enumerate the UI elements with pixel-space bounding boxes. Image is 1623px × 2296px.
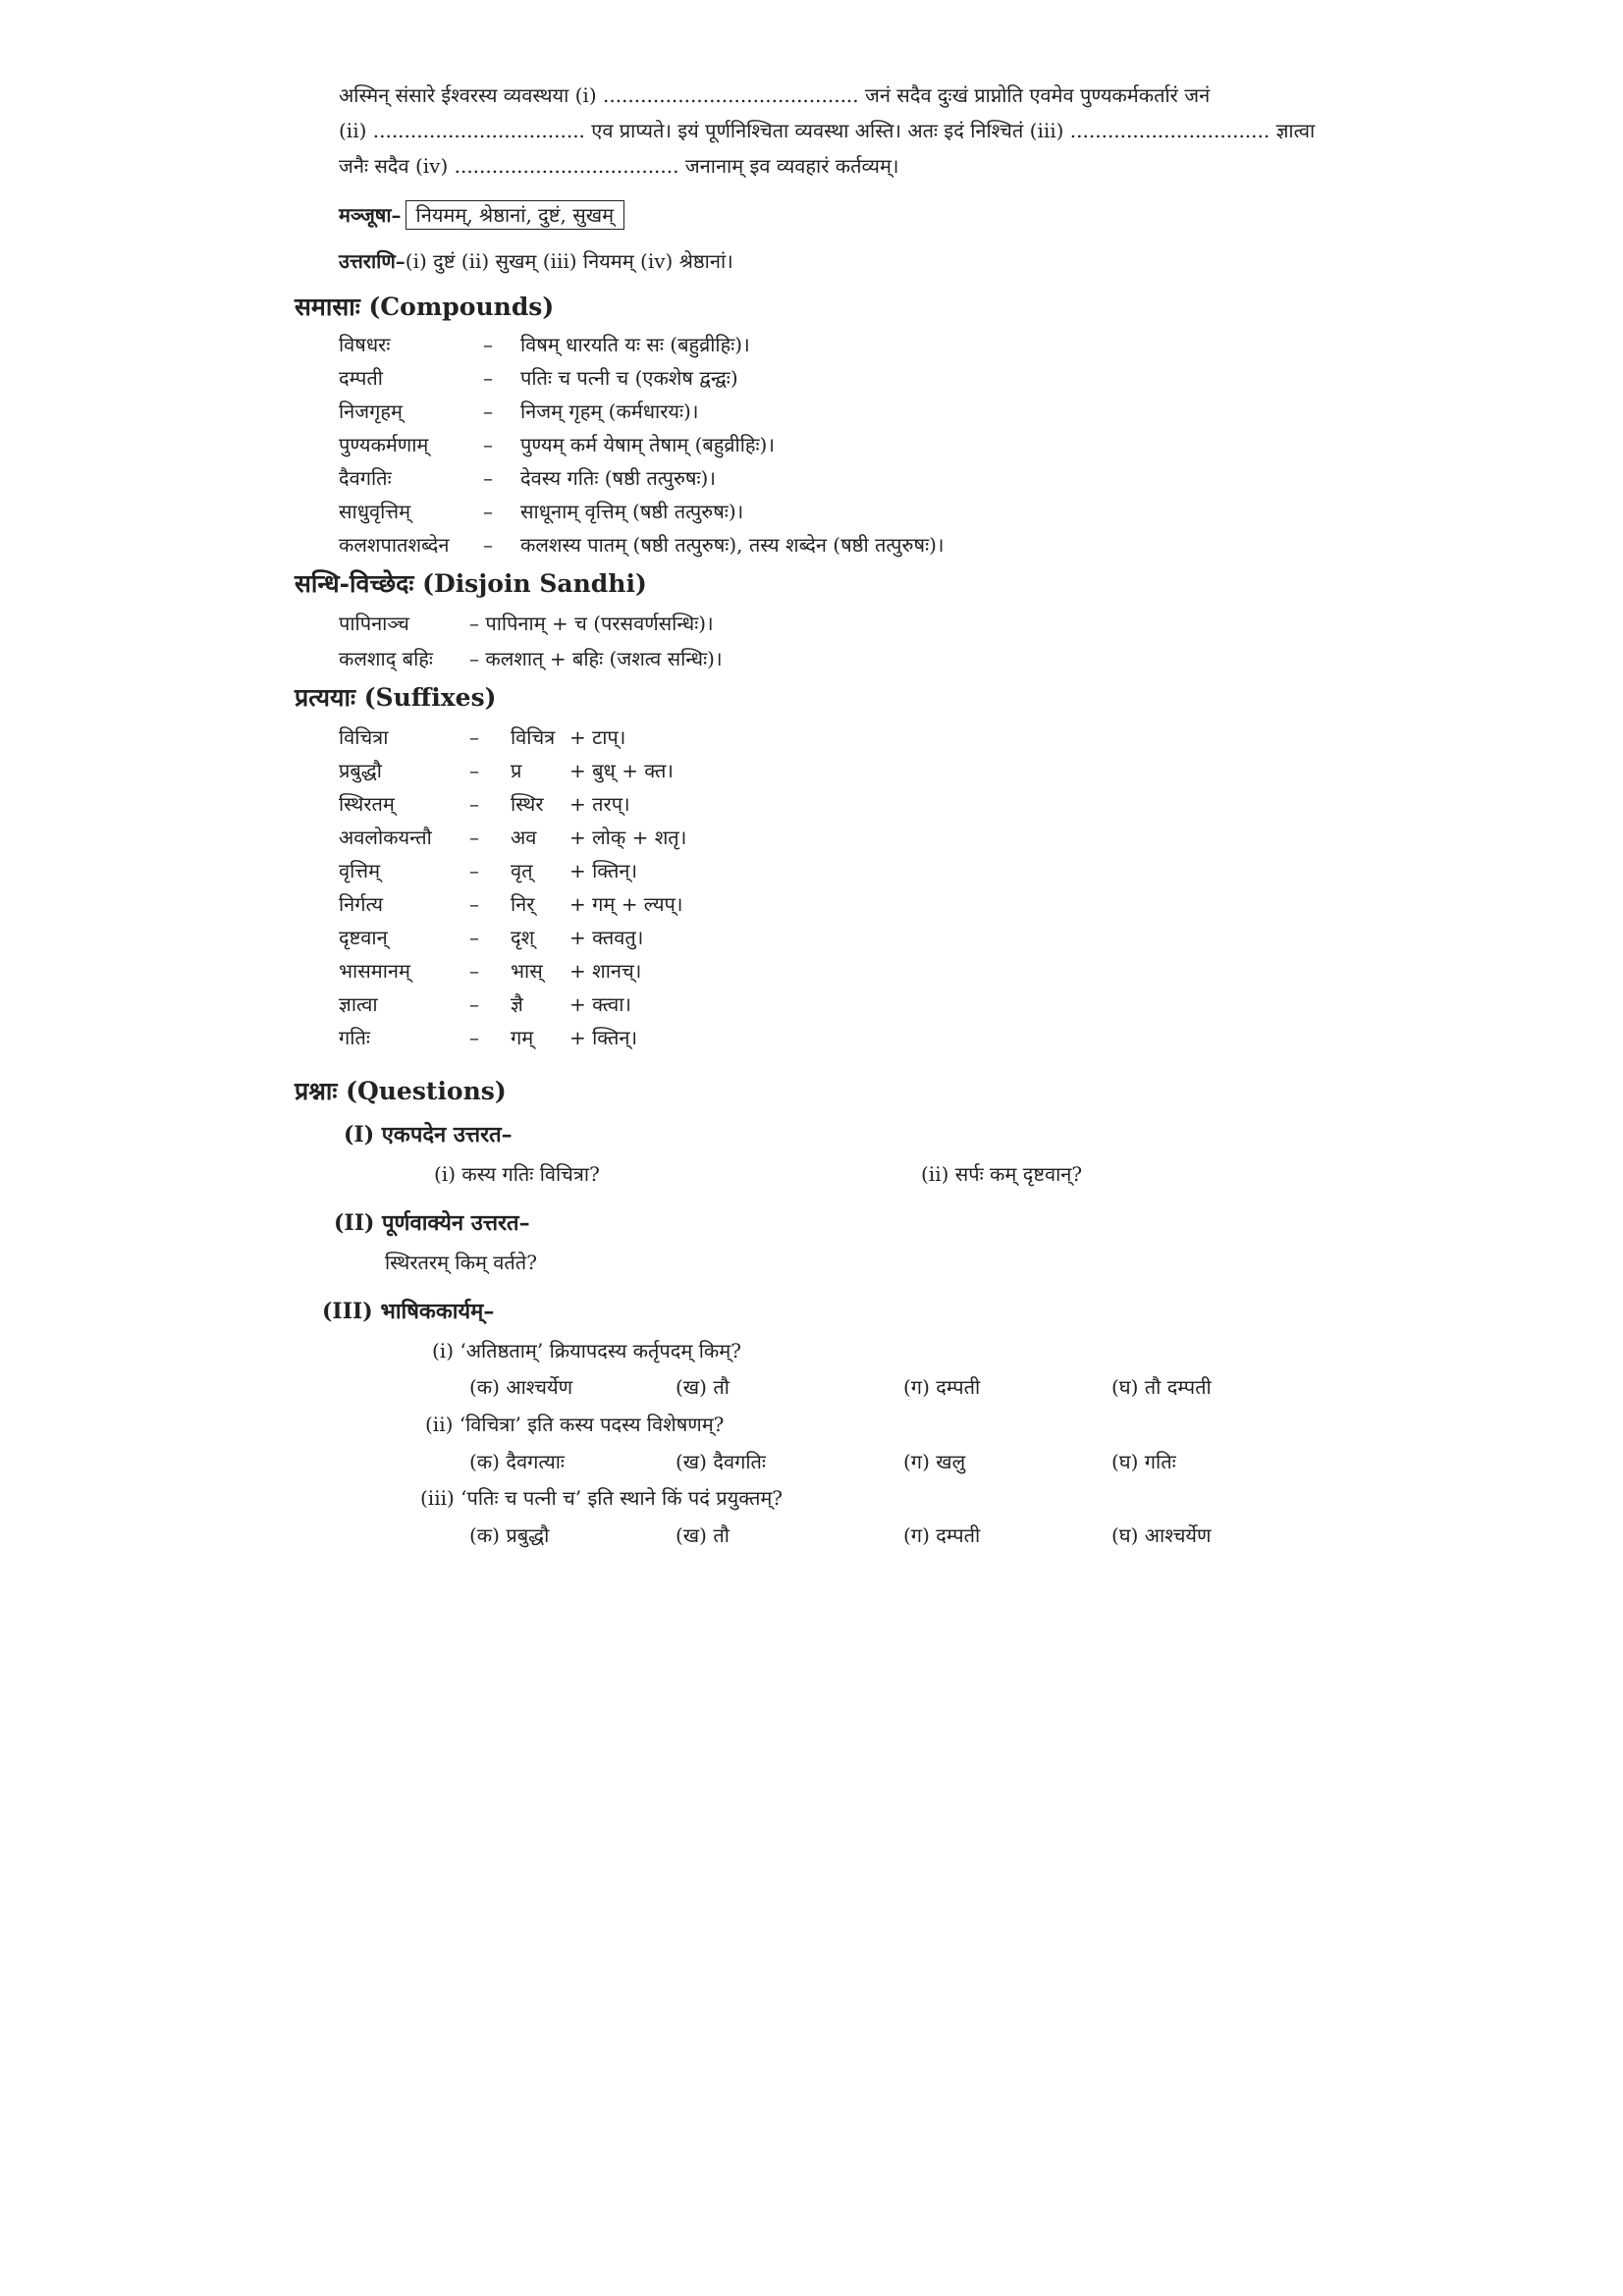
mcq-option: (घ) तौ दम्पती [1111,1375,1212,1399]
compound-word: दैवगतिः [339,466,392,490]
compound-expl: निजम् गृहम् (कर्मधारयः)। [520,400,699,423]
suffix-root: स्थिर [511,792,544,816]
mcq-question: (iii) ‘पतिः च पत्नी च’ इति स्थाने किं पदं प्रयुक्तम्? [420,1486,784,1510]
suffix-root: प्र [511,759,522,782]
suffix-dash: – [469,725,479,749]
suffix-dash: – [469,859,479,882]
suffix-word: निर्गत्य [339,892,383,916]
manjusha [339,200,624,230]
compound-dash: – [483,333,493,356]
mcq-option: (क) प्रबुद्धौ [469,1523,550,1547]
suffix-root: वृत् [511,859,533,882]
compound-dash: – [483,500,493,523]
suffix-word: ज्ञात्वा [339,992,378,1016]
mcq-option: (घ) गतिः [1111,1450,1176,1473]
suffix-word: स्थिरतम् [339,792,395,816]
suffix-dash: – [469,992,479,1016]
compound-expl: साधूनाम् वृत्तिम् (षष्ठी तत्पुरुषः)। [520,500,744,523]
suffix-root: गम् [511,1026,534,1049]
suffix-dash: – [469,959,479,983]
suffix-root: ज्ञै [511,992,523,1016]
sandhi-expl: – कलशात् + बहिः (जशत्व सन्धिः)। [469,647,723,670]
suffix-parts: + क्त्वा। [569,992,632,1016]
compound-word: दम्पती [339,366,383,390]
manjusha-label: मञ्जूषा– [339,203,402,227]
compound-word: पुण्यकर्मणाम् [339,433,429,456]
passage-line-1: अस्मिन् संसारे ईश्वरस्य व्यवस्थया (i) ......................................... जनं सदैव दुःखं प्राप्नोति एवमेव पुण्यकर्मकर्तारं जनं [339,83,1211,107]
suffix-word: वृत्तिम् [339,859,381,882]
mcq-option: (क) आश्चर्येण [469,1375,573,1399]
compound-word: कलशपातशब्देन [339,533,450,557]
suffix-dash: – [469,892,479,916]
suffix-parts: + क्तिन्। [569,1026,638,1049]
compound-expl: कलशस्य पातम् (षष्ठी तत्पुरुषः), तस्य शब्देन (षष्ठी तत्पुरुषः)। [520,533,945,557]
suffix-dash: – [469,826,479,849]
compound-word: साधुवृत्तिम् [339,500,411,523]
suffix-word: प्रबुद्धौ [339,759,382,782]
mcq-option: (क) दैवगत्याः [469,1450,565,1473]
compound-word: निजगृहम् [339,400,403,423]
suffix-parts: + बुध् + क्त। [569,759,675,782]
suffix-root: अव [511,826,537,849]
suffix-parts: + गम् + ल्यप्। [569,892,683,916]
suffix-parts: + लोक् + शतृ। [569,826,687,849]
suffix-dash: – [469,926,479,949]
answers-label: उत्तराणि– [339,249,406,273]
suffixes-heading: प्रत्ययाः (Suffixes) [295,683,497,712]
compound-expl: पुण्यम् कर्म येषाम् तेषाम् (बहुव्रीहिः)। [520,433,775,456]
answers-line [339,248,733,274]
passage-line-3: जनैः सदैव (iv) .................................... जनानाम् इव व्यवहारं कर्तव्यम्। [339,154,899,178]
suffix-root: दृश् [511,926,535,949]
compound-expl: देवस्य गतिः (षष्ठी तत्पुरुषः)। [520,466,716,490]
compound-dash: – [483,433,493,456]
mcq-option: (ख) तौ [676,1375,730,1399]
suffix-word: गतिः [339,1026,370,1049]
word-box: नियमम्, श्रेष्ठानां, दुष्टं, सुखम् [406,200,625,230]
compound-expl: विषम् धारयति यः सः (बहुव्रीहिः)। [520,333,750,356]
mcq-question: (i) ‘अतिष्ठताम्’ क्रियापदस्य कर्तृपदम् किम्? [432,1339,741,1362]
sandhi-expl: – पापिनाम् + च (परसवर्णसन्धिः)। [469,612,714,635]
compound-expl: पतिः च पत्नी च (एकशेष द्वन्द्वः) [520,366,738,390]
mcq-option: (ग) खलु [903,1450,966,1473]
compound-dash: – [483,466,493,490]
mcq-option: (ख) दैवगतिः [676,1450,766,1473]
suffix-parts: + टाप्। [569,725,626,749]
q1-heading: (I) एकपदेन उत्तरत– [344,1122,513,1148]
mcq-option: (ख) तौ [676,1523,730,1547]
compound-dash: – [483,400,493,423]
q1-item-a: (i) कस्य गतिः विचित्रा? [434,1162,600,1186]
questions-heading: प्रश्नाः (Questions) [295,1077,507,1105]
suffix-dash: – [469,1026,479,1049]
suffix-root: विचित्र [511,725,556,749]
sandhi-heading: सन्धि-विच्छेदः (Disjoin Sandhi) [295,569,647,598]
suffix-parts: + क्तिन्। [569,859,638,882]
q1-item-b: (ii) सर्पः कम् दृष्टवान्? [921,1162,1083,1186]
mcq-option: (घ) आश्चर्येण [1111,1523,1212,1547]
q2-heading: (II) पूर्णवाक्येन उत्तरत– [334,1210,530,1236]
suffix-parts: + तरप्। [569,792,630,816]
sandhi-word: कलशाद् बहिः [339,647,433,670]
q2-item-a: स्थिरतरम् किम् वर्तते? [385,1251,537,1274]
passage-line-2: (ii) .................................. एव प्राप्यते। इयं पूर्णनिश्चिता व्यवस्था अस्ति। अतः इदं निश्चितं (iii) ................................ ज्ञात्वा [339,119,1316,142]
suffix-root: निर् [511,892,535,916]
suffix-word: भासमानम् [339,959,410,983]
compounds-heading: समासाः (Compounds) [295,293,555,321]
answers-text: (i) दुष्टं (ii) सुखम् (iii) नियमम् (iv) श्रेष्ठानां। [405,249,733,273]
suffix-word: दृष्टवान् [339,926,388,949]
suffix-dash: – [469,792,479,816]
suffix-dash: – [469,759,479,782]
suffix-word: विचित्रा [339,725,389,749]
compound-dash: – [483,366,493,390]
suffix-word: अवलोकयन्तौ [339,826,432,849]
sandhi-word: पापिनाञ्च [339,612,409,635]
q3-heading: (III) भाषिककार्यम्– [322,1299,495,1324]
compound-word: विषधरः [339,333,391,356]
mcq-option: (ग) दम्पती [903,1523,981,1547]
suffix-parts: + शानच्। [569,959,642,983]
suffix-parts: + क्तवतु। [569,926,644,949]
mcq-question: (ii) ‘विचित्रा’ इति कस्य पदस्य विशेषणम्? [425,1413,725,1436]
suffix-root: भास् [511,959,543,983]
compound-dash: – [483,533,493,557]
mcq-option: (ग) दम्पती [903,1375,981,1399]
